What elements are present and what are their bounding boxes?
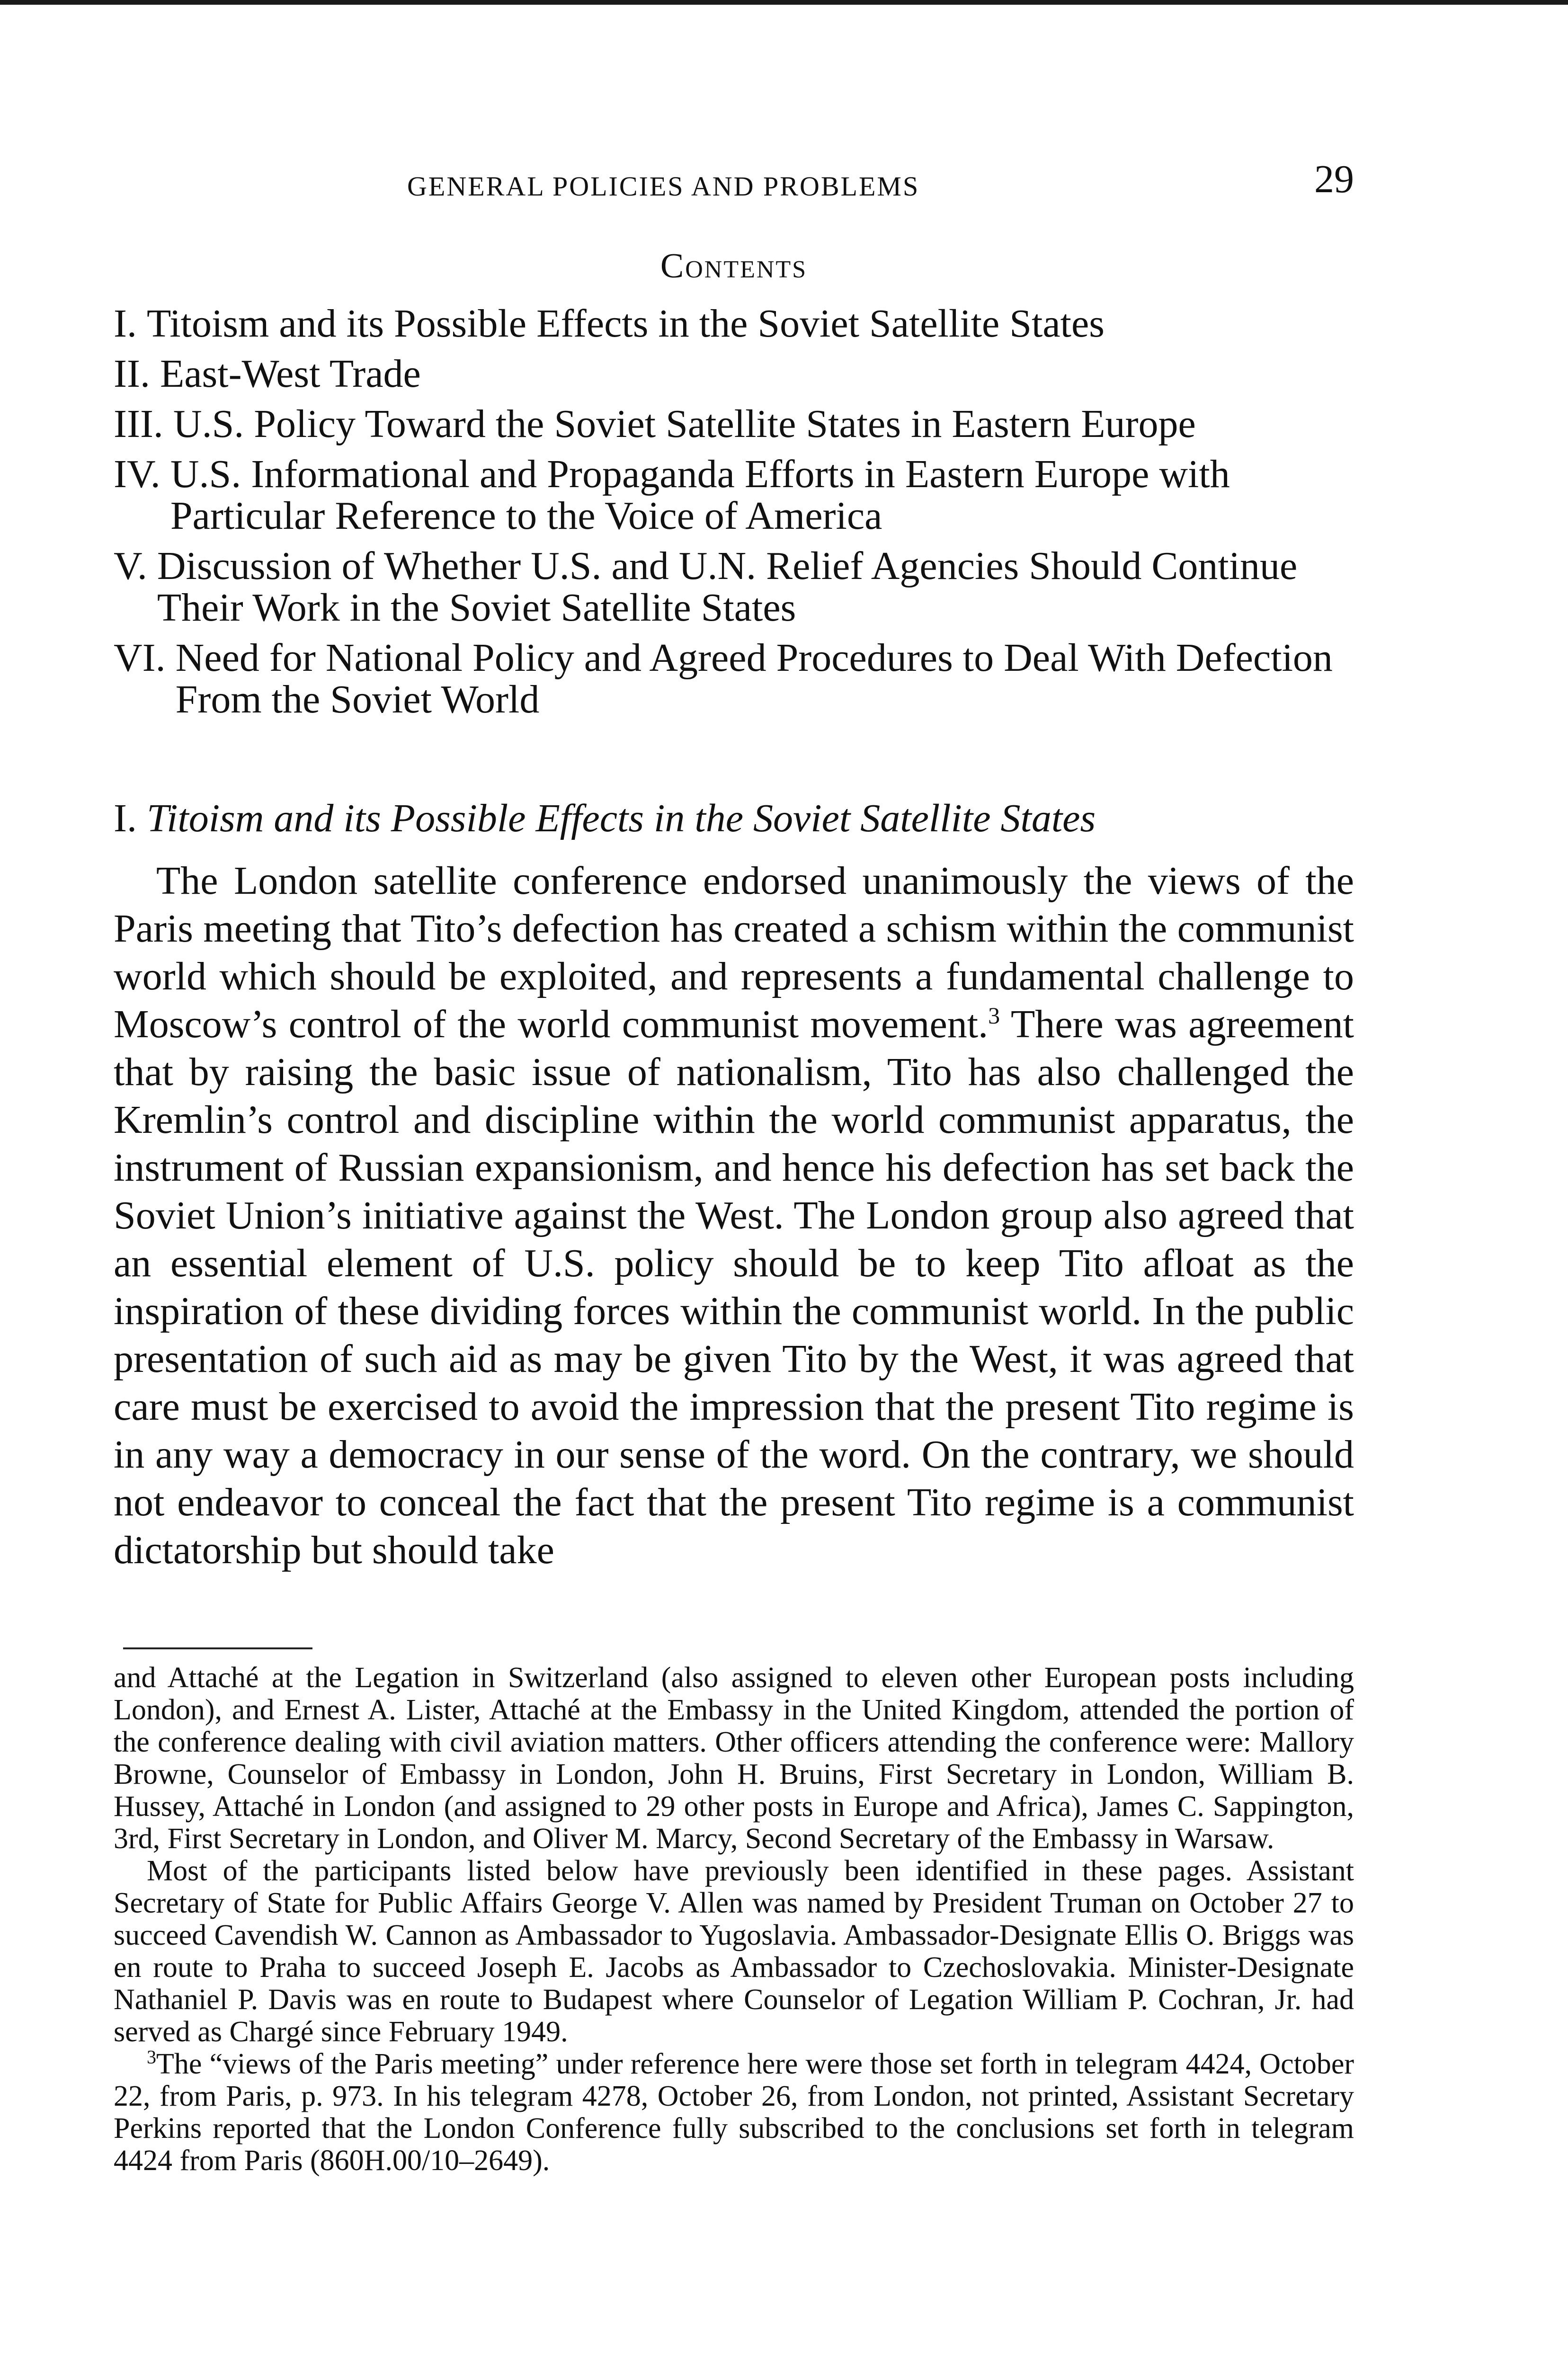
section-title: Titoism and its Possible Effects in the Soviet Satellite States xyxy=(146,796,1096,840)
footnotes xyxy=(114,1662,1354,2177)
toc-number: VI. xyxy=(114,636,176,680)
section-number: I. xyxy=(114,796,147,840)
footnote-marker: 3 xyxy=(147,2046,156,2068)
toc-item xyxy=(114,353,1354,395)
footnote-participants: Most of the participants listed below have previously been identified in these pages. Assistant Secretary of State for Public Affairs George V. Allen was named by President Truman on October 27 to succeed Cavendish W. Cannon as Ambassador to Yugoslavia. Ambassador-Designate Ellis O. Briggs was en route to Praha to succeed Joseph E. Jacobs as Ambassador to Czechoslovakia. Minister-Designate Nathaniel P. Davis was en route to Budapest where Counselor of Legation William P. Cochran, Jr. had served as Chargé since February 1949. xyxy=(114,1855,1354,2048)
section-heading xyxy=(114,795,1354,841)
toc-number: V. xyxy=(114,544,157,588)
toc-item xyxy=(114,545,1354,629)
body-paragraph xyxy=(114,857,1354,1574)
paragraph-text: The London satellite conference endorsed unanimously the views of the Paris meeting that Tito’s defection has created a schism within the communist world which should be exploited, and represents a fundamental challenge to Moscow’s control of the world communist movement. xyxy=(114,859,1354,1046)
toc-number: II. xyxy=(114,352,160,396)
contents-heading: Contents xyxy=(660,247,808,285)
toc-text: East-West Trade xyxy=(160,352,421,396)
footnote-3 xyxy=(114,2048,1354,2177)
toc-text: Need for National Policy and Agreed Procedures to Deal With Defection From the Soviet World xyxy=(175,636,1333,721)
page-number: 29 xyxy=(1314,157,1354,201)
table-of-contents xyxy=(114,303,1354,729)
footnote-rule xyxy=(123,1647,312,1649)
toc-item xyxy=(114,454,1354,537)
running-head-title: GENERAL POLICIES AND PROBLEMS xyxy=(407,171,920,202)
toc-number: III. xyxy=(114,402,173,446)
toc-item xyxy=(114,303,1354,345)
footnote-continuation: and Attaché at the Legation in Switzerland (also assigned to eleven other European posts including London), and Ernest A. Lister, Attaché at the Embassy in the United Kingdom, attended the portion of the conference dealing with civil aviation matters. Other officers attending the conference were: Mallory Browne, Counselor of Embassy in London, John H. Bruins, First Secretary in London, William B. Hussey, Attaché in London (and assigned to 29 other posts in Europe and Africa), James C. Sappington, 3rd, First Secretary in London, and Oliver M. Marcy, Second Secretary of the Embassy in Warsaw. xyxy=(114,1662,1354,1855)
paragraph-text: There was agreement that by raising the basic issue of nationalism, Tito has also challenged the Kremlin’s control and discipline within the world communist apparatus, the instrument of Russian expansionism, and hence his defection has set back the Soviet Union’s initiative against the West. The London group also agreed that an essential element of U.S. policy should be to keep Tito afloat as the inspiration of these dividing forces within the communist world. In the public presentation of such aid as may be given Tito by the West, it was agreed that care must be exercised to avoid the impression that the present Tito regime is in any way a democracy in our sense of the word. On the contrary, we should not endeavor to conceal the fact that the present Tito regime is a communist dictatorship but should take xyxy=(114,1002,1354,1572)
footnote-text: The “views of the Paris meeting” under reference here were those set forth in telegram 4424, October 22, from Paris, p. 973. In his telegram 4278, October 26, from London, not printed, Assistant Secretary Perkins reported that the London Conference fully subscribed to the conclusions set forth in telegram 4424 from Paris (860H.00/10–2649). xyxy=(114,2048,1354,2177)
toc-item xyxy=(114,403,1354,445)
toc-text: Discussion of Whether U.S. and U.N. Relief Agencies Should Continue Their Work in the Soviet Satellite States xyxy=(157,544,1298,630)
toc-number: I. xyxy=(114,302,147,346)
footnote-reference: 3 xyxy=(988,1002,1000,1029)
toc-number: IV. xyxy=(114,452,170,496)
toc-text: U.S. Informational and Propaganda Efforts in Eastern Europe with Particular Reference to the Voice of America xyxy=(170,452,1230,538)
toc-item xyxy=(114,637,1354,721)
toc-text: Titoism and its Possible Effects in the Soviet Satellite States xyxy=(146,302,1105,346)
toc-text: U.S. Policy Toward the Soviet Satellite States in Eastern Europe xyxy=(173,402,1196,446)
running-head xyxy=(114,156,1354,213)
top-border xyxy=(0,0,1568,5)
